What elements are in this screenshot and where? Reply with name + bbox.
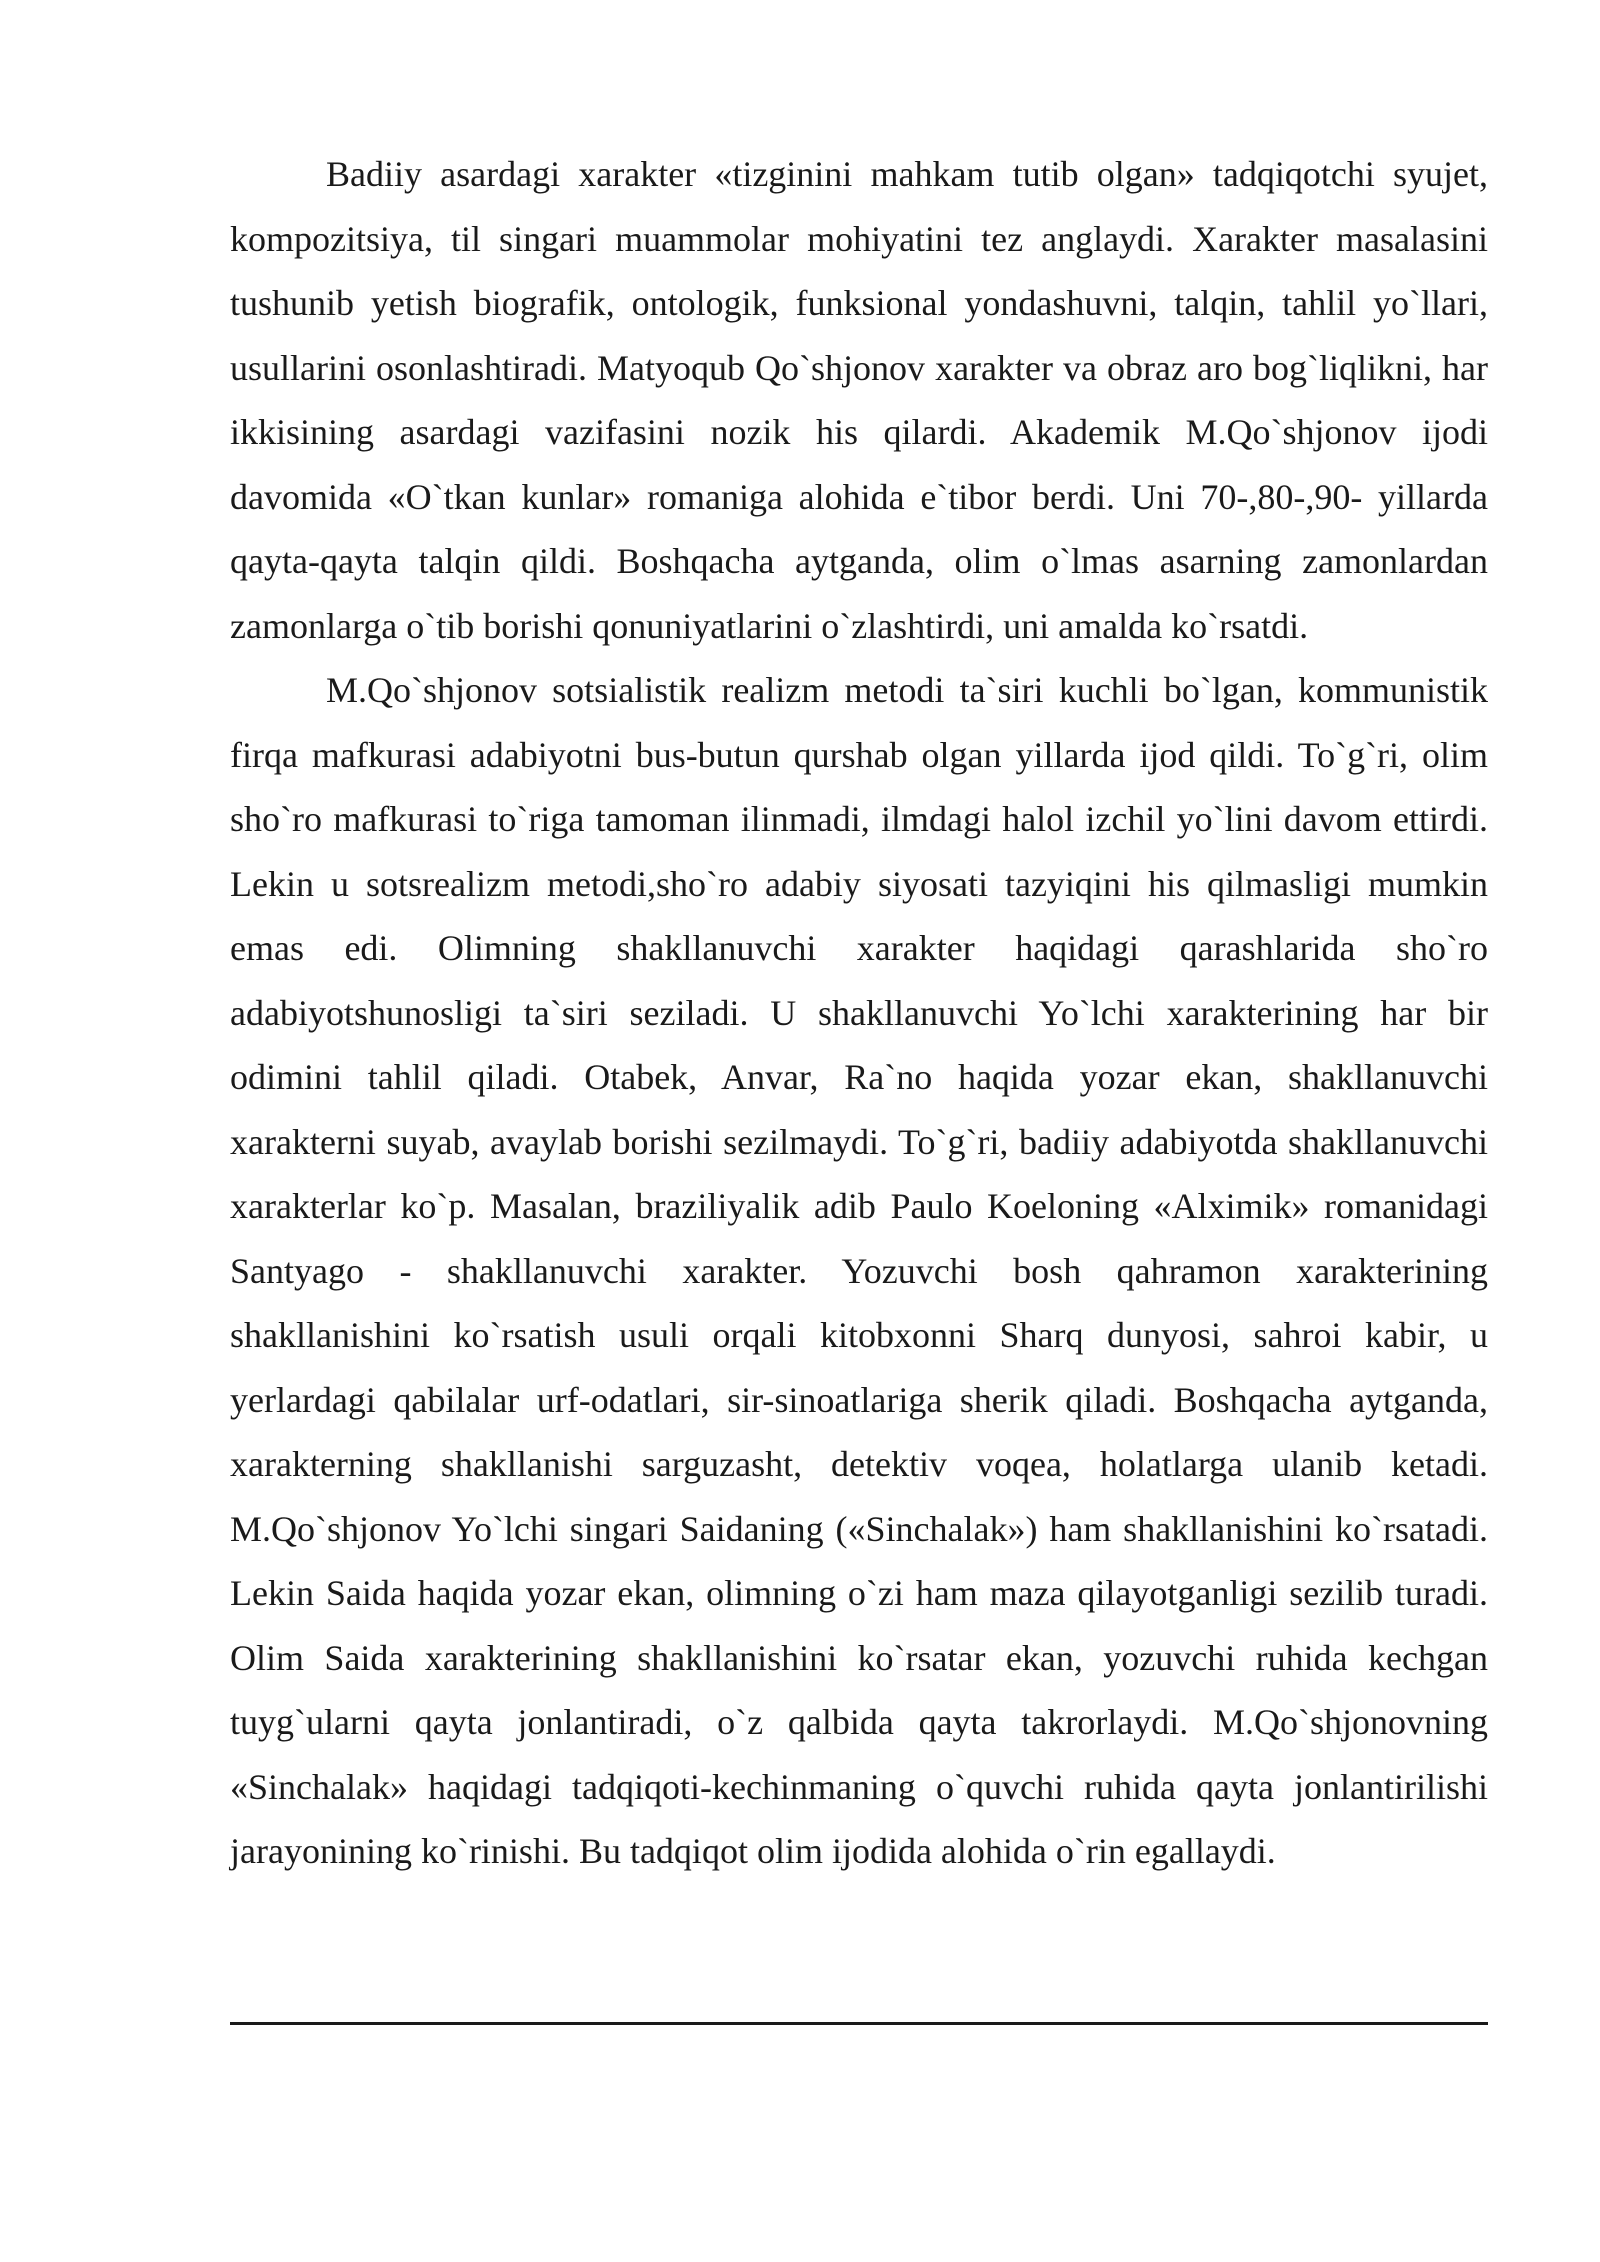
paragraph-2: M.Qo`shjonov sotsialistik realizm metodi ta`siri kuchli bo`lgan, kommunistik firqa mafkurasi adabiyotni bus-butun qurshab olgan yillarda ijod qildi. To`g`ri, olim sho`ro mafkurasi to`riga tamoman ilinmadi, ilmdagi halol izchil yo`lini davom ettirdi. Lekin u sotsrealizm metodi,sho`ro adabiy siyosati tazyiqini his qilmasligi mumkin emas edi. Olimning shakllanuvchi xarakter haqidagi qarashlarida sho`ro adabiyotshunosligi ta`siri seziladi. U shakllanuvchi Yo`lchi xarakterining har bir odimini tahlil qiladi. Otabek, Anvar, Ra`no haqida yozar ekan, shakllanuvchi xarakterni suyab, avaylab borishi sezilmaydi. To`g`ri, badiiy adabiyotda shakllanuvchi xarakterlar ko`p. Masalan, braziliyalik adib Paulo Koeloning «Alximik» romanidagi Santyago - shakllanuvchi xarakter. Yozuvchi bosh qahramon xarakterining shakllanishini ko`rsatish usuli orqali kitobxonni Sharq dunyosi, sahroi kabir, u yerlardagi qabilalar urf-odatlari, sir-sinoatlariga sherik qiladi. Boshqacha aytganda, xarakterning shakllanishi sarguzasht, detektiv voqea, holatlarga ulanib ketadi. M.Qo`shjonov Yo`lchi singari Saidaning («Sinchalak») ham shakllanishini ko`rsatadi. Lekin Saida haqida yozar ekan, olimning o`zi ham maza qilayotganligi sezilib turadi. Olim Saida xarakterining shakllanishini ko`rsatar ekan, yozuvchi ruhida kechgan tuyg`ularni qayta jonlantiradi, o`z qalbida qayta takrorlaydi. M.Qo`shjonovning «Sinchalak» haqidagi tadqiqoti-kechinmaning o`quvchi ruhida qayta jonlantirilishi jarayonining ko`rinishi. Bu tadqiqot olim ijodida alohida o`rin egallaydi. <box>230 670 1488 1871</box>
body-text <box>230 142 1488 1884</box>
bottom-divider-line <box>230 2022 1488 2025</box>
paragraph-1: Badiiy asardagi xarakter «tizginini mahkam tutib olgan» tadqiqotchi syujet, kompozitsiya, til singari muammolar mohiyatini tez anglaydi. Xarakter masalasini tushunib yetish biografik, ontologik, funksional yondashuvni, talqin, tahlil yo`llari, usullarini osonlashtiradi. Matyoqub Qo`shjonov xarakter va obraz aro bog`liqlikni, har ikkisining asardagi vazifasini nozik his qilardi. Akademik M.Qo`shjonov ijodi davomida «O`tkan kunlar» romaniga alohida e`tibor berdi. Uni 70-,80-,90- yillarda qayta-qayta talqin qildi. Boshqacha aytganda, olim o`lmas asarning zamonlardan zamonlarga o`tib borishi qonuniyatlarini o`zlashtirdi, uni amalda ko`rsatdi. <box>230 154 1488 646</box>
